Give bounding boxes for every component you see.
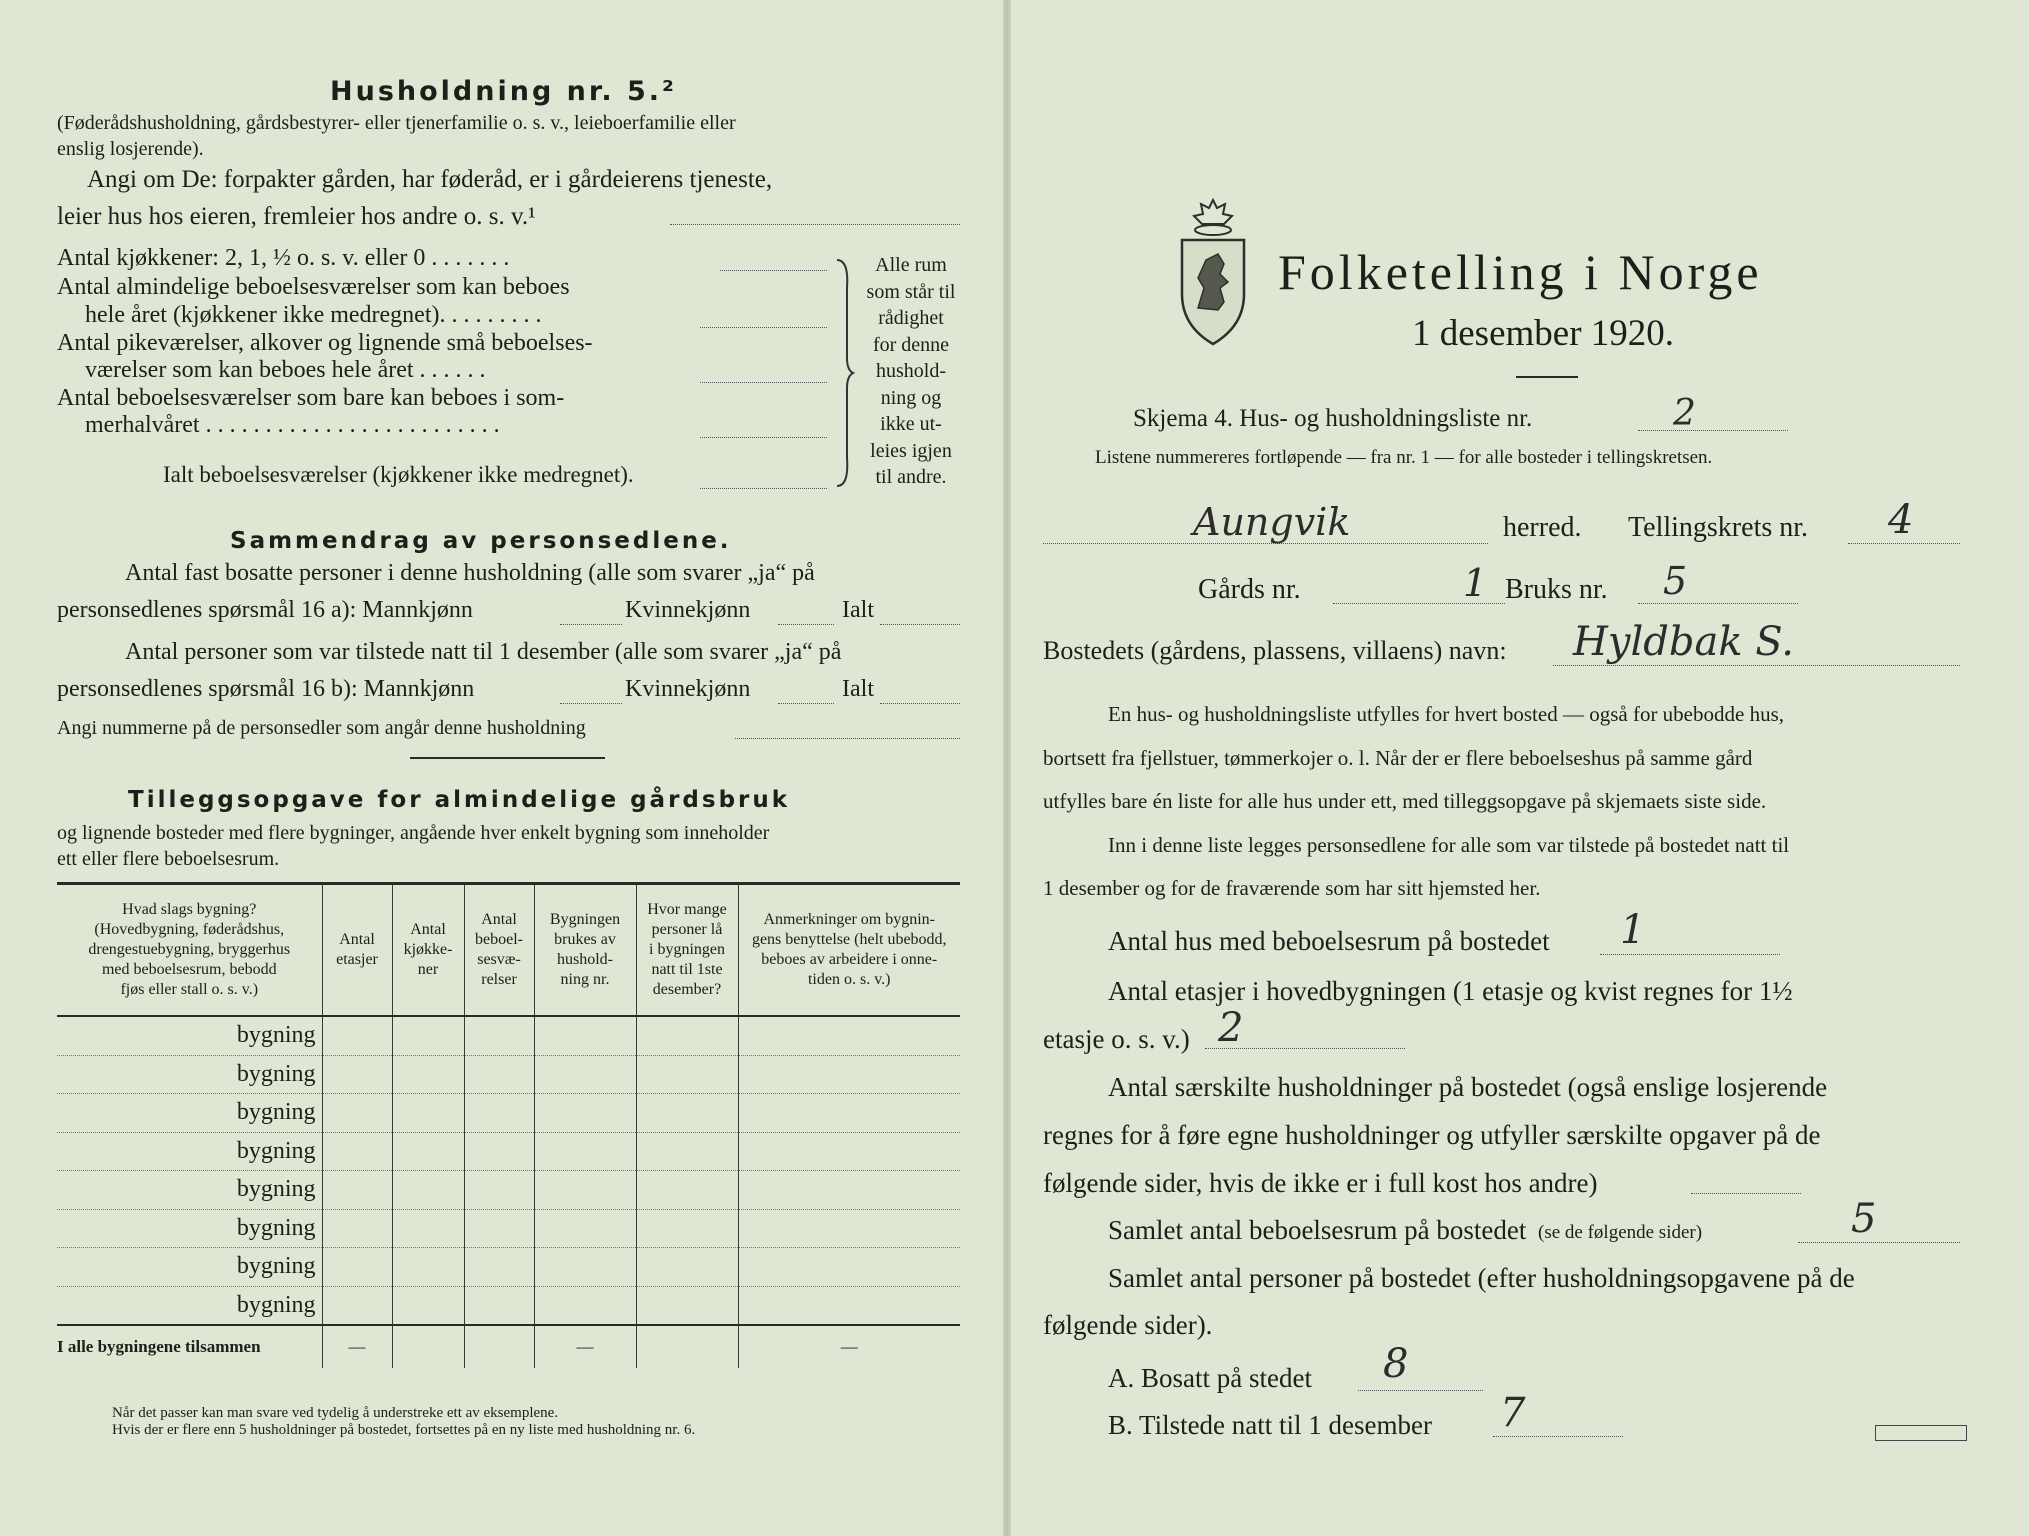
table-cell[interactable] <box>636 1209 738 1248</box>
coat-of-arms-icon <box>1176 198 1250 348</box>
antal-hus-label: Antal hus med beboelsesrum på bostedet <box>1108 926 1550 956</box>
table-cell[interactable] <box>392 1132 464 1171</box>
table-cell[interactable] <box>392 1286 464 1325</box>
col-header-etasjer <box>322 885 392 1016</box>
table-cell[interactable] <box>636 1286 738 1325</box>
bygning-cell[interactable]: bygning <box>57 1209 322 1248</box>
form-title: Folketelling i Norge <box>1278 244 1763 300</box>
antal-hus-fill[interactable] <box>1600 954 1780 955</box>
table-cell[interactable] <box>392 1171 464 1210</box>
table-cell[interactable] <box>534 1016 636 1055</box>
instruction-2: bortsett fra fjellstuer, tømmerkojer o. l. Når der er flere beboelseshus på samme gård <box>1043 746 1753 770</box>
tilstede-fill[interactable] <box>1493 1436 1623 1437</box>
samlet-rum-label: Samlet antal beboelsesrum på bostedet <box>1108 1215 1527 1245</box>
mann-b-fill[interactable] <box>560 703 622 704</box>
gards-value[interactable]: 1 <box>1463 561 1488 605</box>
total-dash: — <box>322 1325 392 1368</box>
skjema-fill[interactable] <box>1638 430 1788 431</box>
table-cell[interactable] <box>738 1094 960 1133</box>
bosatt-fill[interactable] <box>1358 1390 1483 1391</box>
rooms-alm-1: Antal almindelige beboelsesværelser som kan beboes <box>57 274 570 300</box>
tillegg-sub-2: ett eller flere beboelsesrum. <box>57 848 280 870</box>
col-header-personer <box>636 885 738 1016</box>
samlet-pers-2: følgende sider). <box>1043 1310 1213 1340</box>
instruction-5: 1 desember og for de fraværende som har sitt hjemsted her. <box>1043 876 1541 900</box>
table-row <box>57 1209 960 1248</box>
table-cell[interactable] <box>534 1132 636 1171</box>
table-cell[interactable] <box>636 1094 738 1133</box>
ialt-rooms-fill[interactable] <box>700 488 827 489</box>
table-cell[interactable] <box>464 1171 534 1210</box>
skjema-label: Skjema 4. Hus- og husholdningsliste nr. <box>1133 405 1533 432</box>
angi-line-1: Angi om De: forpakter gården, har føderåd, er i gårdeierens tjeneste, <box>87 166 773 193</box>
bostedets-value[interactable]: Hyldbak S. <box>1573 619 1794 665</box>
col-header-etasjer-text: Antal etasjer <box>336 931 378 968</box>
rooms-note-line: leies igjen <box>870 439 952 462</box>
rooms-note-line: ning og <box>880 386 942 409</box>
table-cell[interactable] <box>322 1286 392 1325</box>
ialt-rooms: Ialt beboelsesværelser (kjøkkener ikke medregnet). <box>163 462 634 487</box>
samlet-pers-1: Samlet antal personer på bostedet (efter husholdningsopgavene på de <box>1108 1263 1855 1293</box>
table-cell[interactable] <box>322 1132 392 1171</box>
rooms-note-line: Alle rum <box>875 254 947 276</box>
left-page <box>0 0 1008 1536</box>
herred-label: herred. <box>1503 512 1582 543</box>
kjokken-fill[interactable] <box>720 270 827 271</box>
col-header-anmerkninger-text: Anmerkninger om bygnin- gens benyttelse (helt ubebodd, beboes av arbeidere i onne- tiden o. s. v.) <box>751 911 947 988</box>
household-note-1: (Føderådshusholdning, gårdsbestyrer- eller tjenerfamilie o. s. v., leieboerfamilie eller <box>57 112 736 134</box>
rooms-sommer-1: Antal beboelsesværelser som bare kan beboes i som- <box>57 385 565 411</box>
bygning-cell[interactable]: bygning <box>57 1016 322 1055</box>
tellingskrets-label: Tellingskrets nr. <box>1628 512 1809 543</box>
bruks-fill[interactable] <box>1638 603 1798 604</box>
tillegg-sub-1: og lignende bosteder med flere bygninger, angående hver enkelt bygning som inneholder <box>57 822 770 844</box>
table-cell[interactable] <box>738 1132 960 1171</box>
table-row <box>57 1286 960 1325</box>
printer-stamp <box>1875 1425 1967 1441</box>
bostedets-label: Bostedets (gårdens, plassens, villaens) navn: <box>1043 636 1507 665</box>
table-cell[interactable] <box>322 1171 392 1210</box>
table-cell[interactable] <box>392 1055 464 1094</box>
table-cell[interactable] <box>392 1209 464 1248</box>
rooms-note-line: rådighet <box>878 307 944 329</box>
rooms-note-line: hushold- <box>876 360 946 382</box>
summary-line-3: Antal personer som var tilstede natt til 1 desember (alle som svarer „ja“ på <box>125 639 842 665</box>
table-cell[interactable] <box>464 1286 534 1325</box>
tilstede-label: B. Tilstede natt til 1 desember <box>1108 1410 1432 1440</box>
table-cell[interactable] <box>636 1016 738 1055</box>
samlet-rum-note: (se de følgende sider) <box>1538 1222 1703 1243</box>
table-body <box>57 1016 960 1325</box>
ialt-a-label: Ialt <box>842 597 874 623</box>
bygning-cell[interactable]: bygning <box>57 1132 322 1171</box>
bosatt-value[interactable]: 8 <box>1383 1341 1409 1387</box>
table-cell[interactable] <box>464 1132 534 1171</box>
kvinne-b-fill[interactable] <box>778 703 834 704</box>
table-cell[interactable] <box>464 1016 534 1055</box>
title-rule <box>1516 376 1578 378</box>
rooms-alm-2: hele året (kjøkkener ikke medregnet). . . . . . . . . <box>85 302 542 328</box>
bruks-value[interactable]: 5 <box>1663 559 1688 603</box>
table-cell[interactable] <box>464 1094 534 1133</box>
table-cell[interactable] <box>534 1248 636 1287</box>
instruction-4: Inn i denne liste legges personsedlene for alle som var tilstede på bostedet natt til <box>1108 833 1790 857</box>
table-cell[interactable] <box>322 1209 392 1248</box>
table-cell[interactable] <box>322 1094 392 1133</box>
rooms-note-line: til andre. <box>875 466 947 488</box>
table-cell[interactable] <box>392 1248 464 1287</box>
table-cell[interactable] <box>636 1132 738 1171</box>
bygning-cell[interactable]: bygning <box>57 1055 322 1094</box>
tellingskrets-value[interactable]: 4 <box>1888 497 1914 543</box>
kvinne-b-label: Kvinnekjønn <box>625 676 751 702</box>
summary-line-4: personsedlenes spørsmål 16 b): Mannkjønn <box>57 676 475 702</box>
kvinne-a-fill[interactable] <box>778 624 834 625</box>
etasjer-line-1: Antal etasjer i hovedbygningen (1 etasje og kvist regnes for 1½ <box>1108 976 1793 1006</box>
col-header-type-text: Hvad slags bygning? (Hovedbygning, føderådshus, drengestuebygning, bryggerhus med beboelsesrum, bebodd fjøs eller stall o. s. v.) <box>88 901 291 998</box>
angi-fill-line[interactable] <box>670 224 960 225</box>
skjema-nr[interactable]: 2 <box>1673 393 1696 434</box>
angi-line-2: leier hus hos eieren, fremleier hos andre o. s. v.¹ <box>57 203 536 230</box>
bygning-cell[interactable]: bygning <box>57 1171 322 1210</box>
col-header-beboelse-text: Antal beboel- sesvæ- relser <box>475 911 523 988</box>
table-cell[interactable] <box>738 1171 960 1210</box>
herred-value[interactable]: Aungvik <box>1193 500 1351 544</box>
rooms-pike-1: Antal pikeværelser, alkover og lignende små beboelses- <box>57 330 593 356</box>
col-header-anmerkninger <box>738 885 960 1016</box>
table-row <box>57 1094 960 1133</box>
total-dash: — <box>534 1325 636 1368</box>
rooms-kjokken: Antal kjøkkener: 2, 1, ½ o. s. v. eller 0 . . . . . . . <box>57 245 510 271</box>
bruks-label: Bruks nr. <box>1505 574 1608 605</box>
table-cell[interactable] <box>392 1016 464 1055</box>
table-cell[interactable] <box>322 1055 392 1094</box>
saerskilte-2: regnes for å føre egne husholdninger og utfyller særskilte opgaver på de <box>1043 1120 1821 1150</box>
col-header-personer-text: Hvor mange personer lå i bygningen natt til 1ste desember? <box>647 901 727 998</box>
samlet-rum-value[interactable]: 5 <box>1851 1196 1877 1242</box>
table-cell[interactable] <box>322 1248 392 1287</box>
rooms-note <box>855 252 967 491</box>
table-cell[interactable] <box>464 1209 534 1248</box>
table-cell[interactable] <box>738 1209 960 1248</box>
total-row-label: I alle bygningene tilsammen <box>57 1325 322 1368</box>
summary-title: Sammendrag av personsedlene. <box>230 528 732 554</box>
table-cell[interactable] <box>534 1209 636 1248</box>
tilstede-value[interactable]: 7 <box>1500 1390 1526 1436</box>
instruction-3: utfylles bare én liste for alle hus under ett, med tilleggsopgave på skjemaets siste side. <box>1043 789 1767 813</box>
table-cell[interactable] <box>534 1286 636 1325</box>
saerskilte-1: Antal særskilte husholdninger på bostedet (også enslige losjerende <box>1108 1072 1828 1102</box>
table-row <box>57 1016 960 1055</box>
brace-icon <box>833 258 855 488</box>
building-table <box>57 885 960 1368</box>
total-cell[interactable] <box>464 1325 534 1368</box>
alm-fill[interactable] <box>700 327 827 328</box>
rooms-note-line: som står til <box>866 280 956 303</box>
mann-a-fill[interactable] <box>560 624 622 625</box>
bosatt-label: A. Bosatt på stedet <box>1108 1363 1312 1393</box>
rooms-note-line: for denne <box>872 333 950 356</box>
household-title: Husholdning nr. 5.² <box>330 76 677 107</box>
table-cell[interactable] <box>322 1016 392 1055</box>
antal-hus-value[interactable]: 1 <box>1620 907 1646 953</box>
instruction-1: En hus- og husholdningsliste utfylles for hvert bosted — også for ubebodde hus, <box>1108 702 1784 726</box>
bygning-cell[interactable]: bygning <box>57 1286 322 1325</box>
col-header-beboelse <box>464 885 534 1016</box>
col-header-husholdning-text: Bygningen brukes av hushold- ning nr. <box>549 911 621 988</box>
table-cell[interactable] <box>392 1094 464 1133</box>
household-note-2: enslig losjerende). <box>57 138 204 160</box>
right-page <box>1008 0 2029 1536</box>
table-cell[interactable] <box>464 1248 534 1287</box>
table-cell[interactable] <box>738 1055 960 1094</box>
etasjer-line-2: etasje o. s. v.) <box>1043 1024 1190 1054</box>
table-cell[interactable] <box>738 1016 960 1055</box>
ialt-b-fill[interactable] <box>880 703 960 704</box>
total-cell[interactable] <box>392 1325 464 1368</box>
total-dash: — <box>738 1325 960 1368</box>
bygning-cell[interactable]: bygning <box>57 1248 322 1287</box>
col-header-kjokken-text: Antal kjøkke- ner <box>403 921 453 978</box>
total-row <box>57 1325 960 1368</box>
bostedets-fill[interactable] <box>1553 665 1960 666</box>
listene-note: Listene nummereres fortløpende — fra nr. 1 — for alle bosteder i tellingskretsen. <box>1095 447 1713 468</box>
table-cell[interactable] <box>636 1248 738 1287</box>
saerskilte-3: følgende sider, hvis de ikke er i full kost hos andre) <box>1043 1168 1598 1198</box>
table-cell[interactable] <box>636 1055 738 1094</box>
summary-line-2: personsedlenes spørsmål 16 a): Mannkjønn <box>57 597 473 623</box>
kvinne-a-label: Kvinnekjønn <box>625 597 751 623</box>
samlet-rum-fill[interactable] <box>1798 1242 1960 1243</box>
pike-fill[interactable] <box>700 382 827 383</box>
rooms-sommer-2: merhalvåret . . . . . . . . . . . . . . . . . . . . . . . . . <box>85 412 500 438</box>
footnote-1: Når det passer kan man svare ved tydelig å understreke ett av eksemplene. <box>112 1405 559 1421</box>
ialt-b-label: Ialt <box>842 676 874 702</box>
table-row <box>57 1248 960 1287</box>
rooms-pike-2: værelser som kan beboes hele året . . . . . . <box>85 357 486 383</box>
etasjer-value[interactable]: 2 <box>1218 1005 1244 1051</box>
col-header-kjokken <box>392 885 464 1016</box>
table-cell[interactable] <box>464 1055 534 1094</box>
total-cell[interactable] <box>636 1325 738 1368</box>
divider <box>410 757 605 759</box>
col-header-type <box>57 885 322 1016</box>
table-cell[interactable] <box>534 1171 636 1210</box>
table-row <box>57 1055 960 1094</box>
ialt-a-fill[interactable] <box>880 624 960 625</box>
table-cell[interactable] <box>636 1171 738 1210</box>
angi-nummerne: Angi nummerne på de personsedler som angår denne husholdning <box>57 717 586 739</box>
table-cell[interactable] <box>534 1055 636 1094</box>
table-cell[interactable] <box>738 1248 960 1287</box>
sommer-fill[interactable] <box>700 437 827 438</box>
gards-label: Gårds nr. <box>1198 574 1301 605</box>
tillegg-title: Tilleggsopgave for almindelige gårdsbruk <box>128 787 791 813</box>
table-row <box>57 1171 960 1210</box>
saerskilte-fill[interactable] <box>1691 1193 1801 1194</box>
col-header-husholdning <box>534 885 636 1016</box>
form-date: 1 desember 1920. <box>1412 313 1675 354</box>
nummerne-fill[interactable] <box>735 738 960 739</box>
rooms-note-line: ikke ut- <box>880 413 942 435</box>
bygning-cell[interactable]: bygning <box>57 1094 322 1133</box>
footnote-2: Hvis der er flere enn 5 husholdninger på bostedet, fortsettes på en ny liste med husholdning nr. 6. <box>112 1422 696 1438</box>
summary-line-1: Antal fast bosatte personer i denne husholdning (alle som svarer „ja“ på <box>125 560 815 586</box>
table-row <box>57 1132 960 1171</box>
tellingskrets-fill[interactable] <box>1848 543 1960 544</box>
table-cell[interactable] <box>738 1286 960 1325</box>
table-cell[interactable] <box>534 1094 636 1133</box>
